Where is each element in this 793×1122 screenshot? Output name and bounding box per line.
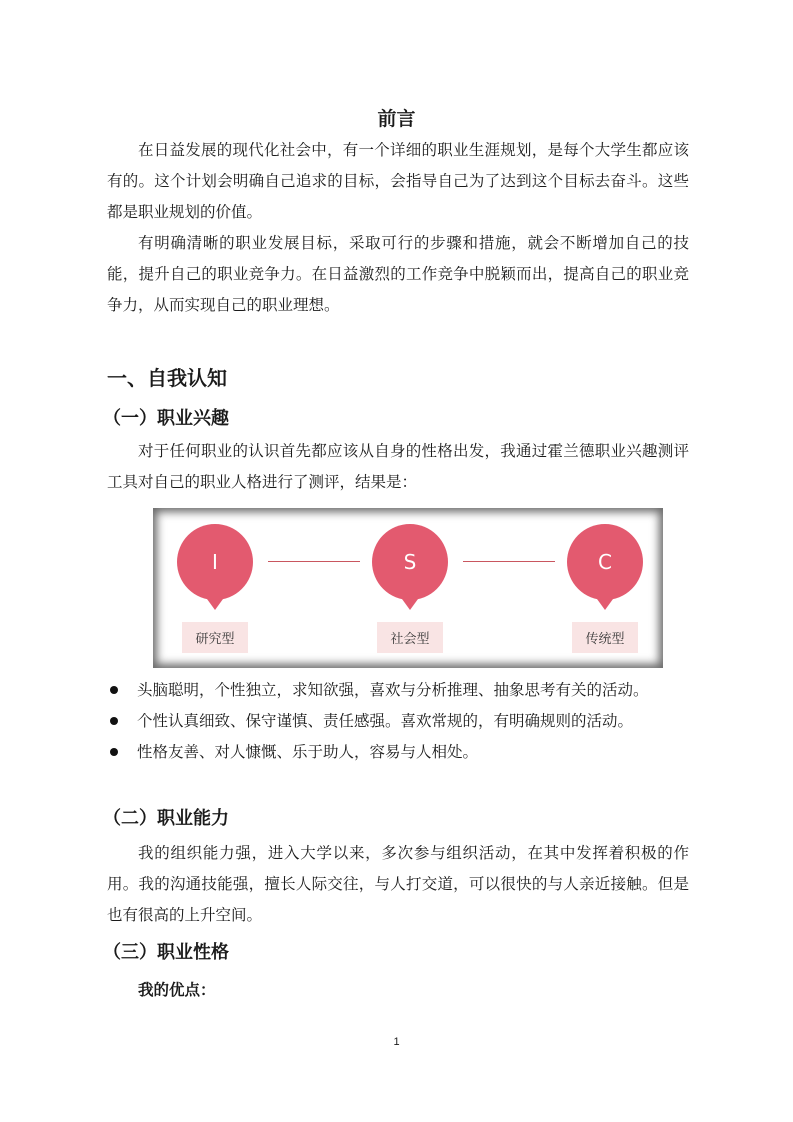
connector-line bbox=[463, 561, 555, 562]
holland-node-label: 社会型 bbox=[377, 622, 443, 653]
subsection-heading-interest: （一）职业兴趣 bbox=[103, 408, 229, 429]
holland-code-diagram bbox=[153, 508, 663, 668]
pin-marker-icon bbox=[402, 599, 418, 610]
page-number: 1 bbox=[393, 1036, 400, 1048]
bullet-icon bbox=[110, 748, 118, 756]
pin-marker-icon bbox=[597, 599, 613, 610]
holland-node-circle: I bbox=[177, 524, 253, 600]
holland-node-circle: S bbox=[372, 524, 448, 600]
preface-paragraph-1: 在日益发展的现代化社会中，有一个详细的职业生涯规划，是每个大学生都应该有的。这个计划会明确自己追求的目标，会指导自己为了达到这个目标去奋斗。这些都是职业规划的价值。 bbox=[107, 141, 689, 221]
list-item-text: 头脑聪明，个性独立，求知欲强，喜欢与分析推理、抽象思考有关的活动。 bbox=[137, 681, 649, 699]
section-heading-self-cognition: 一、自我认知 bbox=[107, 366, 227, 390]
strengths-label: 我的优点： bbox=[138, 981, 216, 999]
holland-node-circle: C bbox=[567, 524, 643, 600]
list-item bbox=[110, 706, 649, 737]
holland-node-label: 传统型 bbox=[572, 622, 638, 653]
interest-paragraph: 对于任何职业的认识首先都应该从自身的性格出发，我通过霍兰德职业兴趣测评工具对自己的职业人格进行了测评，结果是： bbox=[107, 442, 689, 491]
page-title: 前言 bbox=[377, 108, 416, 130]
list-item bbox=[110, 675, 649, 706]
bullet-icon bbox=[110, 717, 118, 725]
interest-bullet-list bbox=[110, 675, 649, 768]
list-item-text: 个性认真细致、保守谨慎、责任感强。喜欢常规的，有明确规则的活动。 bbox=[137, 712, 634, 730]
connector-line bbox=[268, 561, 360, 562]
list-item bbox=[110, 737, 649, 768]
ability-paragraph: 我的组织能力强，进入大学以来，多次参与组织活动，在其中发挥着积极的作用。我的沟通技能强，擅长人际交往，与人打交道，可以很快的与人亲近接触。但是也有很高的上升空间。 bbox=[107, 844, 689, 924]
preface-paragraph-2: 有明确清晰的职业发展目标，采取可行的步骤和措施，就会不断增加自己的技能，提升自己的职业竞争力。在日益激烈的工作竞争中脱颖而出，提高自己的职业竞争力，从而实现自己的职业理想。 bbox=[107, 234, 689, 314]
list-item-text: 性格友善、对人慷慨、乐于助人，容易与人相处。 bbox=[137, 743, 479, 761]
subsection-heading-personality: （三）职业性格 bbox=[103, 942, 229, 963]
pin-marker-icon bbox=[207, 599, 223, 610]
bullet-icon bbox=[110, 686, 118, 694]
subsection-heading-ability: （二）职业能力 bbox=[103, 808, 229, 829]
holland-node-label: 研究型 bbox=[182, 622, 248, 653]
